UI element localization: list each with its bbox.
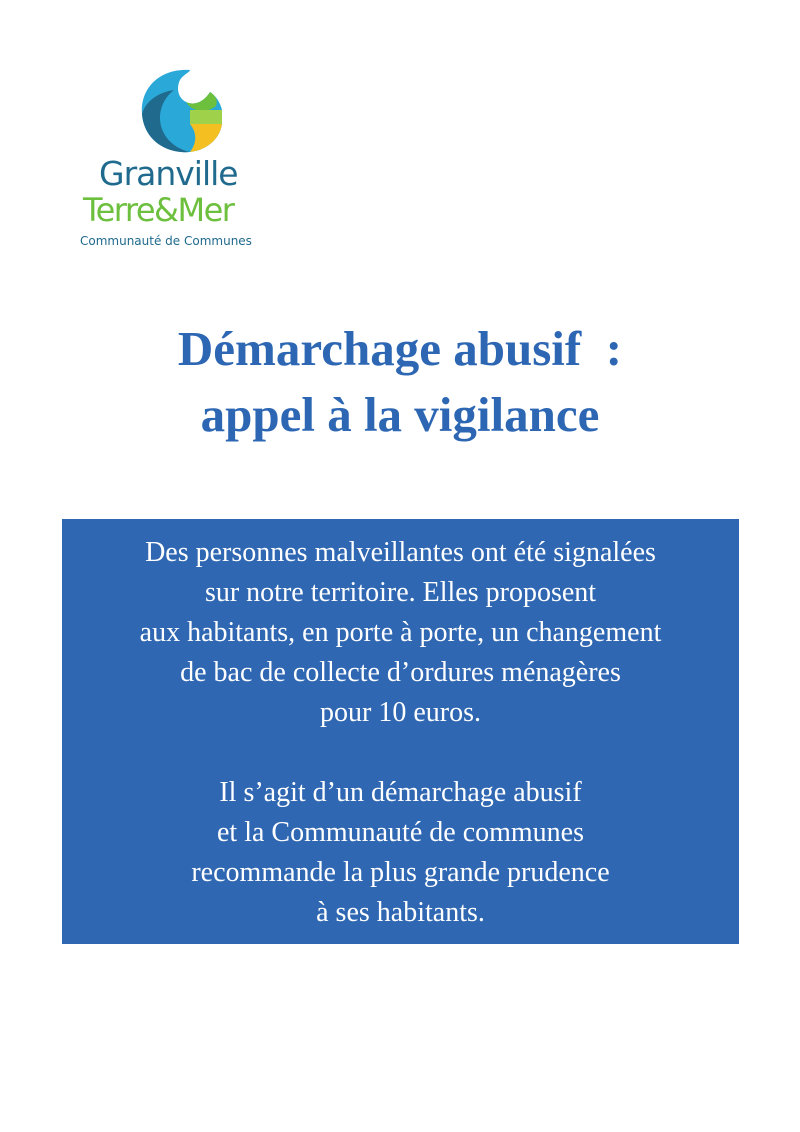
notice-line: sur notre territoire. Elles proposent — [204, 577, 597, 608]
granville-terre-mer-logo — [78, 62, 298, 254]
notice-line: et la Communauté de communes — [216, 817, 585, 848]
page-title — [0, 316, 800, 448]
notice-line: aux habitants, en porte à porte, un changement — [139, 617, 662, 648]
title-line-2: appel à la vigilance — [200, 387, 600, 442]
notice-paragraph-2 — [62, 773, 739, 933]
logo-text-communaute: Communauté de Communes — [80, 234, 252, 248]
notice-panel — [62, 519, 739, 944]
notice-line: Des personnes malveillantes ont été signalées — [145, 537, 656, 568]
notice-line: de bac de collecte d’ordures ménagères — [180, 657, 621, 688]
logo-text-granville: Granville — [99, 154, 238, 193]
notice-line: à ses habitants. — [316, 897, 485, 928]
notice-paragraph-1 — [62, 533, 739, 733]
notice-line: recommande la plus grande prudence — [191, 857, 610, 888]
notice-line: Il s’agit d’un démarchage abusif — [219, 777, 582, 808]
granville-logo-mark-icon — [130, 62, 230, 162]
notice-line: pour 10 euros. — [320, 697, 481, 728]
title-line-1: Démarchage abusif : — [177, 321, 623, 376]
logo-text-terre-mer: Terre&Mer — [83, 191, 234, 229]
